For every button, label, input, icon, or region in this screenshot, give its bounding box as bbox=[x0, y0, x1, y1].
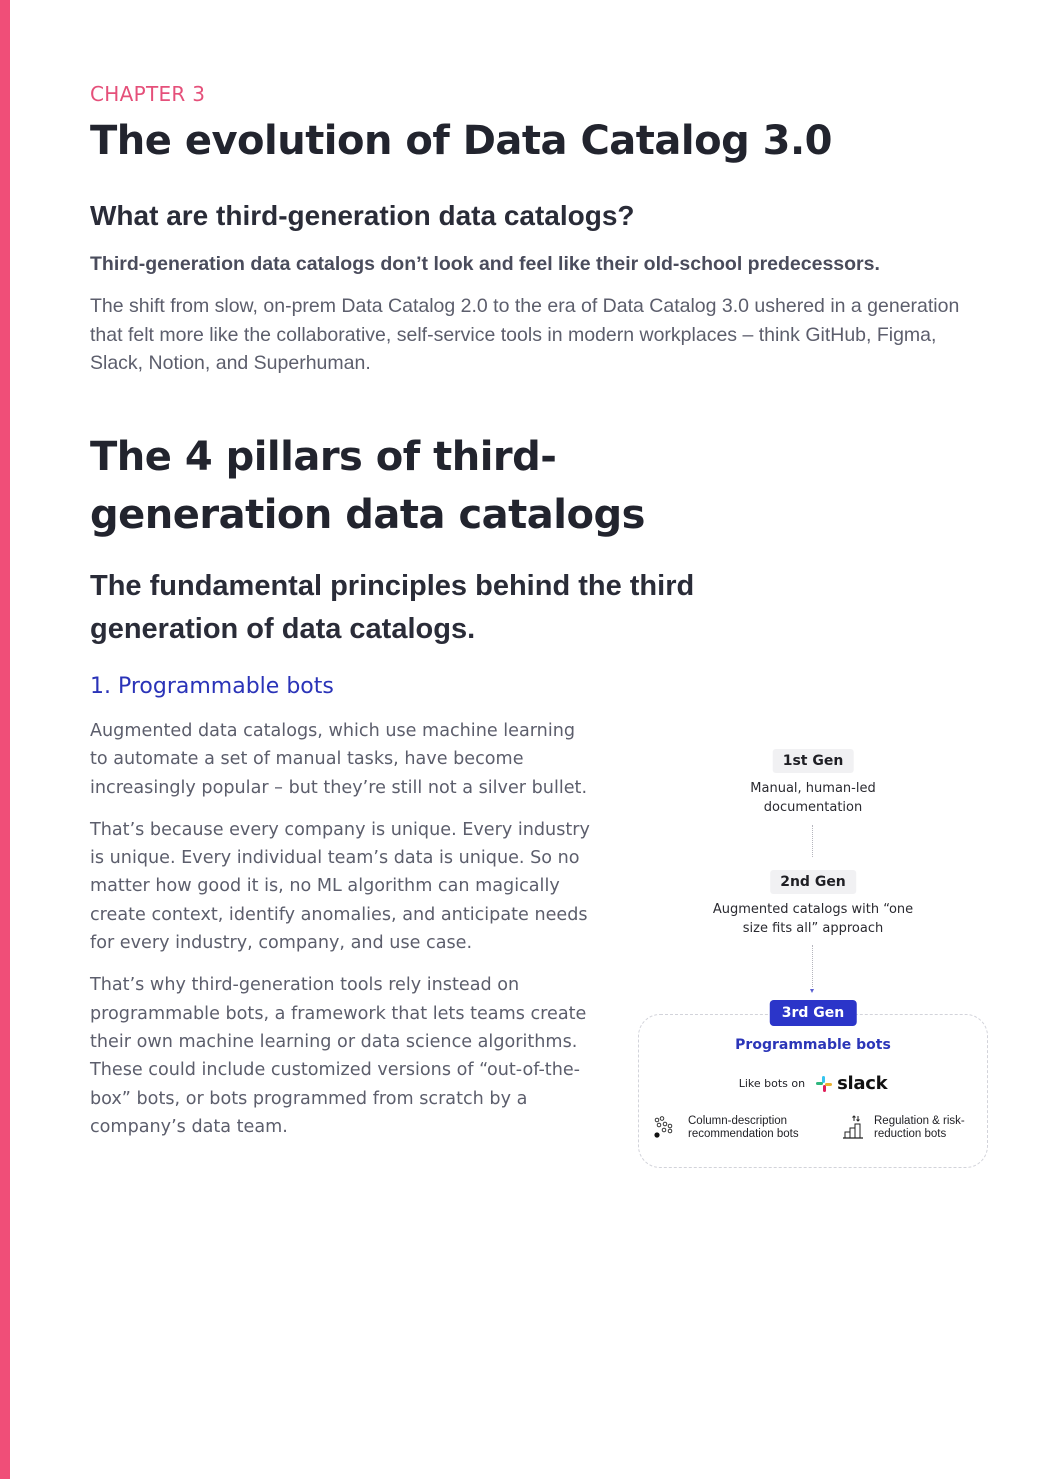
pillar-body bbox=[90, 717, 595, 1155]
slack-logo bbox=[815, 1073, 887, 1094]
bar-chart-arrows-icon bbox=[842, 1115, 866, 1141]
connector-line bbox=[812, 825, 813, 857]
pillar-title: 1. Programmable bots bbox=[90, 674, 334, 699]
gen3-title: Programmable bots bbox=[735, 1037, 891, 1053]
bot-item bbox=[654, 1115, 808, 1141]
chapter-label: CHAPTER 3 bbox=[90, 82, 206, 106]
bot-label: Regulation & risk-reduction bots bbox=[874, 1115, 965, 1140]
section1-body: The shift from slow, on-prem Data Catalog 2.0 to the era of Data Catalog 3.0 ushered in a generation that felt more like the collaborative, self-service tools in modern workplaces – think GitHub, Figma, Slack, Notion, and Superhuman. bbox=[90, 295, 960, 374]
generations-diagram bbox=[636, 745, 990, 1170]
gen1-description: Manual, human-led documentation bbox=[750, 781, 876, 815]
section2-heading: The 4 pillars of third-generation data catalogs bbox=[90, 434, 645, 538]
gen2-description: Augmented catalogs with “one size fits all” approach bbox=[712, 902, 914, 936]
slack-icon bbox=[815, 1075, 833, 1093]
accent-side-bar bbox=[0, 0, 10, 1479]
bot-label: Column-description recommendation bots bbox=[688, 1115, 799, 1140]
connector-line bbox=[812, 945, 813, 987]
paragraph: That’s because every company is unique. Every industry is unique. Every individual team’s data is unique. So no matter how good it is, no ML algorithm can magically create context, identify anomalies, and anticipate needs for every industry, company, and use case. bbox=[90, 819, 590, 954]
gen2-pill: 2nd Gen bbox=[770, 870, 856, 894]
arrow-down-icon bbox=[810, 989, 814, 993]
bots-row bbox=[654, 1115, 974, 1141]
dots-cluster-icon bbox=[654, 1116, 680, 1140]
page-title: The evolution of Data Catalog 3.0 bbox=[90, 118, 833, 164]
gen3-pill: 3rd Gen bbox=[770, 1000, 857, 1026]
slack-wordmark: slack bbox=[837, 1073, 888, 1094]
paragraph: Augmented data catalogs, which use machine learning to automate a set of manual tasks, have become increasingly popular – but they’re still not a silver bullet. bbox=[90, 721, 588, 798]
section1-heading: What are third-generation data catalogs? bbox=[90, 200, 635, 231]
like-bots-label: Like bots on bbox=[738, 1077, 806, 1090]
section1-lead: Third-generation data catalogs don’t look and feel like their old-school predecessors. bbox=[90, 253, 880, 275]
gen1-pill: 1st Gen bbox=[773, 749, 854, 773]
paragraph: That’s why third-generation tools rely instead on programmable bots, a framework that lets teams create their own machine learning or data science algorithms. These could include customized versions of “out-of-the-box” bots, or bots programmed from scratch by a company’s data team. bbox=[90, 975, 587, 1137]
bot-item bbox=[842, 1115, 974, 1141]
section2-subheading: The fundamental principles behind the third generation of data catalogs. bbox=[90, 570, 695, 645]
slack-row bbox=[636, 1073, 990, 1094]
